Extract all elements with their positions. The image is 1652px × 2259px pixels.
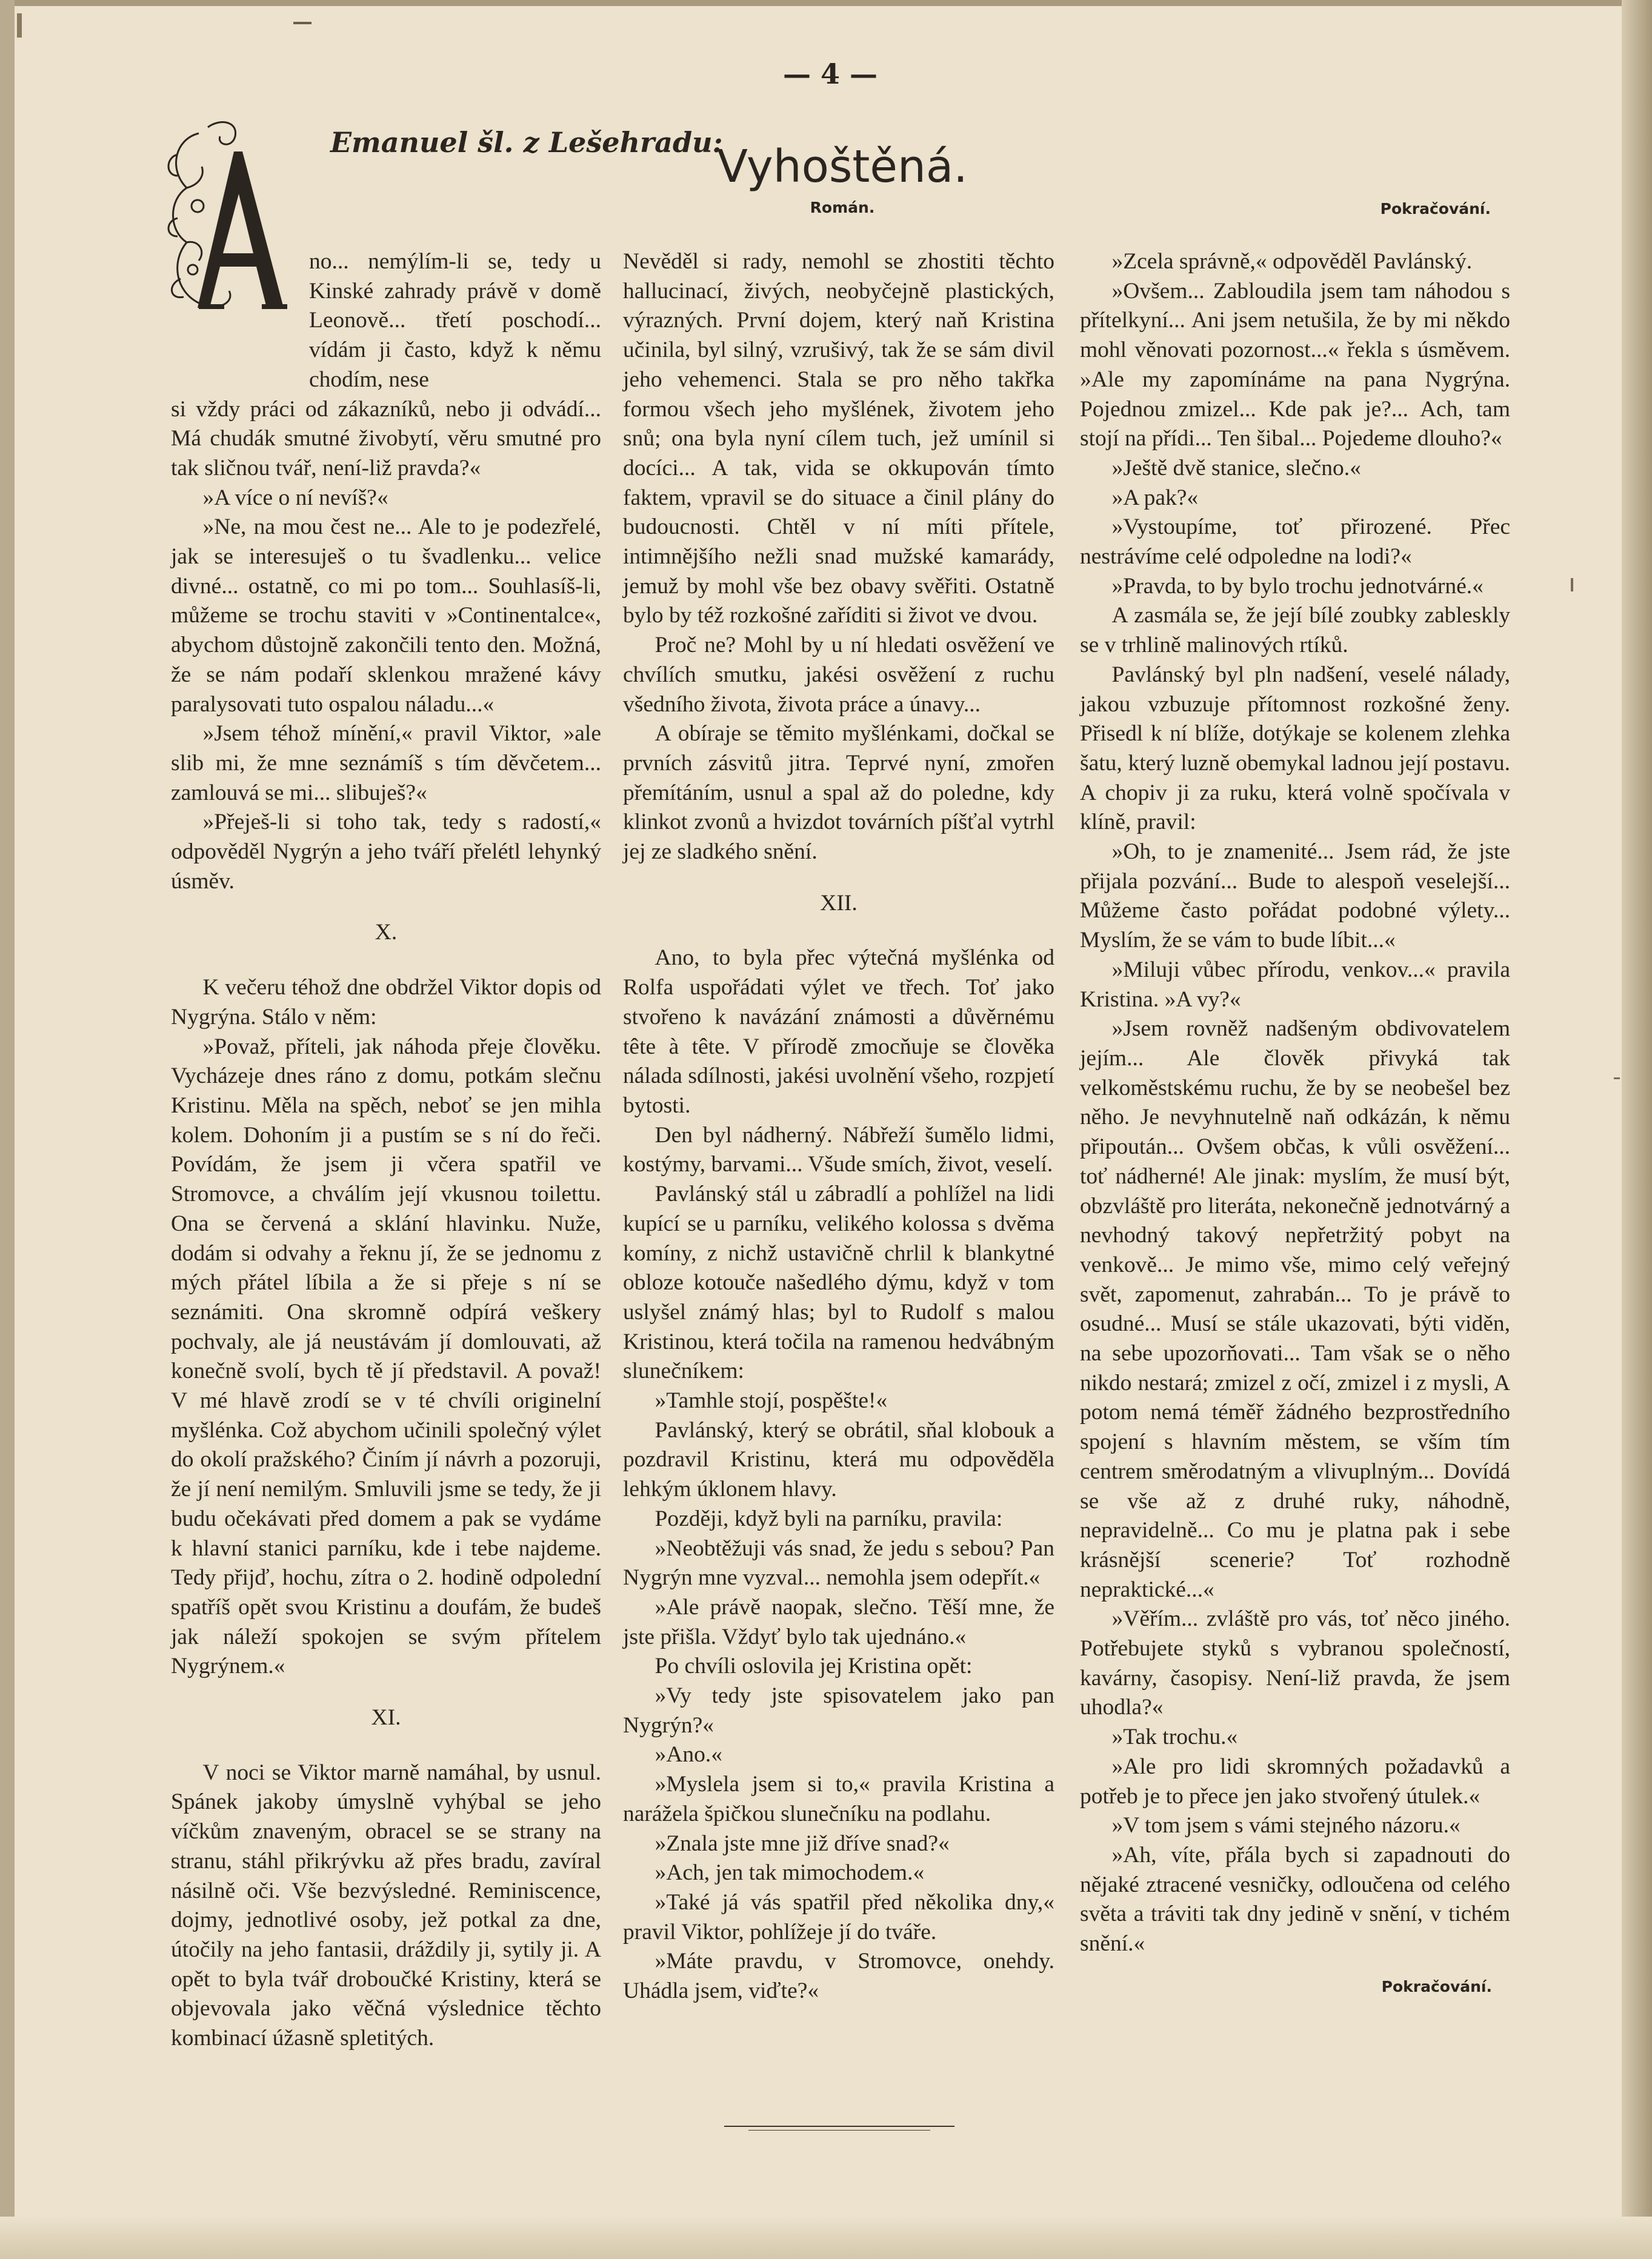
paragraph: »V tom jsem s vámi stejného názoru.«: [1111, 1813, 1460, 1838]
paragraph: K večeru téhož dne obdržel Viktor dopis od Nygrýna. Stálo v něm:: [171, 975, 601, 1030]
page-right-edge: [1622, 0, 1652, 2259]
paragraph: »A více o ní nevíš?«: [202, 485, 388, 510]
paragraph: »Ach, jen tak mimochodem.«: [654, 1860, 925, 1886]
column-2: [623, 247, 1054, 2006]
paragraph: »Tak trochu.«: [1111, 1725, 1238, 1750]
paragraph: »Přeješ-li si toho tak, tedy s radostí,« odpověděl Nygrýn a jeho tváří přelétl lehynký úsměv.: [171, 810, 601, 894]
paragraph: »Také já vás spatřil před několika dny,« pravil Viktor, pohlížeje jí do tváře.: [623, 1889, 1054, 1945]
article-title: Vyhoštěná.: [717, 141, 968, 193]
paragraph: Pavlánský byl pln nadšení, veselé nálady, jakou vzbuzuje přítomnost rozkošné ženy. Přisedl k ní blíže, dotýkaje se kolenem zlehka šatu, který luzně obemykal ladnou její postavu. A chopiv ji za ruku, která volně spočívala v klíně, pravil:: [1080, 662, 1510, 835]
paragraph: A obíraje se těmito myšlénkami, dočkal se prvních zásvitů jitra. Teprvé nyní, zmořen přemítáním, usnul a spal až do poledne, kdy klinkot zvonů a hvizdot továrních píšťal vytrhl jej ze sladkého snění.: [623, 721, 1054, 865]
paragraph: »Ale pro lidi skromných požadavků a potřeb je to přece jen jako stvořený útulek.«: [1080, 1754, 1510, 1809]
column-1: [171, 247, 601, 2054]
chapter-number: X.: [375, 920, 398, 945]
paragraph: Nevěděl si rady, nemohl se zhostiti těchto hallucinací, živých, neobyčejně plastických, výrazných. První dojem, který naň Kristina učinila, byl silný, vzrušivý, tak že se sám divil jeho vehemenci. Stala se pro něho takřka formou všech jeho myšlének, životem jeho snů; ona byla nyní cílem tuch, jež umínil si docíci... A tak, vida se okkupován tímto faktem, vpravil se do situace a činil plány do budoucnosti. Chtěl v ní míti přítele, intimnějšího nežli snad mužské kamarády, jemuž by mohl vše bez obavy svěřiti. Ostatně bylo by též rozkošné zaříditi si život ve dvou.: [623, 249, 1054, 628]
paragraph: »Vystoupíme, toť přirozené. Přec nestrávíme celé odpoledne na lodi?«: [1080, 514, 1510, 570]
paragraph: Později, když byli na parníku, pravila:: [654, 1506, 1003, 1531]
paragraph: Den byl nádherný. Nábřeží šumělo lidmi, kostýmy, barvami... Všude smích, život, veselí.: [623, 1122, 1054, 1177]
paragraph: »Myslela jsem si to,« pravila Kristina a narážela špičkou slunečníku na podlahu.: [623, 1772, 1054, 1826]
chapter-number: XII.: [820, 890, 858, 916]
page-top-edge: [0, 0, 1652, 6]
paragraph: »Oh, to je znamenité... Jsem rád, že jste přijala pozvání... Bude to alespoň veselejší... Můžeme často pořádat podobné výlety... Myslím, že se vám to bude líbit...«: [1080, 839, 1510, 953]
initial-letter: A: [162, 115, 163, 116]
end-rule: [724, 2126, 954, 2128]
page-bottom-edge: [0, 2217, 1652, 2259]
paragraph: »Ovšem... Zabloudila jsem tam náhodou s přítelkyní... Ani jsem netušila, že by mi někdo mohl věnovati pozornost...« řekla s úsměvem. »Ale my zapomínáme na pana Nygrýna. Pojednou zmizel... Kde pak je?... Ach, tam stojí na přídi... Ten šibal... Pojedeme dlouho?«: [1080, 278, 1510, 451]
paragraph: »Pravda, to by bylo trochu jednotvárné.«: [1111, 573, 1484, 599]
page-number: — 4 —: [782, 58, 878, 90]
paragraph: Proč ne? Mohl by u ní hledati osvěžení ve chvílích smutku, jakési osvěžení z ruchu všedního života, života práce a únavy...: [623, 633, 1054, 717]
paragraph: Pavlánský stál u zábradlí a pohlížel na lidi kupící se u parníku, velikého kolossa s dvěma komíny, z nichž ustavičně chrlil k blankytné obloze kotouče našedlého dýmu, když v tom uslyšel známý hlas; byl to Rudolf s malou Kristinou, která točila na ramenou hedvábným slunečníkem:: [623, 1182, 1054, 1384]
paragraph: »Považ, příteli, jak náhoda přeje člověku. Vycházeje dnes ráno z domu, potkám slečnu Kristinu. Měla na spěch, neboť se jen mihla kolem. Dohoním ji a pustím se s ní do řeči. Povídám, že jsem ji včera spatřil ve Stromovce, a chválím její vkusnou toilettu. Ona se červená a sklání hlavinku. Nuže, dodám si odvahy a řeknu jí, že se jednomu z mých přátel líbila a že si přeje s ní se seznámiti. Ona skromně odpírá veškery pochvaly, ale já neustávám jí domlouvati, až konečně svolí, bych tě jí představil. A považ! V mé hlavě zrodí se v té chvíli originelní myšlénka. Což abychom učinili společný výlet do okolí pražského? Činím jí návrh a pozoruji, že jí není nemilým. Smluvili jsme se tedy, že ji budu očekávati před domem a pak se vydáme k hlavní stanici parníku, kde i tebe najdeme. Tedy přijď, hochu, zítra o 2. hodině odpolední spatříš opět svou Kristinu a doufám, že budeš jak náleží spokojen se svým přítelem Nygrýnem.«: [171, 1034, 601, 1679]
paragraph: V noci se Viktor marně namáhal, by usnul. Spánek jakoby úmyslně vyhýbal se jeho víčkům znaveným, obracel se se strany na stranu, stáhl přikrývku až přes bradu, zavíral násilně oči. Vše bezvýsledné. Reminiscence, dojmy, jednotlivé osoby, jež potkal za dne, útočily na jeho fantasii, dráždily ji, sytily ji. A opět to byla tvář droboučké Kristiny, která se objevovala jako věčná výslednice těchto kombinací úžasně spletitých.: [171, 1760, 601, 2051]
paragraph: »Vy tedy jste spisovatelem jako pan Nygrýn?«: [623, 1683, 1054, 1738]
column-3: [1080, 247, 1510, 2001]
paragraph: »Věřím... zvláště pro vás, toť něco jiného. Potřebujete styků s vybranou společností, kavárny, časopisy. Není-liž pravda, že jsem uhodla?«: [1080, 1606, 1510, 1720]
paragraph: »Jsem rovněž nadšeným obdivovatelem jejím... Ale člověk přivyká tak velkoměstskému ruchu, že by se neobešel bez něho. Je nevyhnutelně naň odkázán, k němu připoután... Ovšem občas, k vůli osvěžení... toť nádherné! Ale jinak: myslím, že musí být, obzvláště pro literáta, nekonečně jednotvárný a nevhodný takový nepřetržitý pobyt na venkově... Je mimo vše, mimo celý veřejný svět, zapomenut, zahrabán... To je právě to osudné... Musí se stále ukazovati, býti viděn, na sebe upozorňovati... Tam však se o něho nikdo nestará; zmizel z očí, zmizel i z mysli, A potom nemá téměř žádného bezprostředního spojení s hlavním městem, se vším tím centrem směrodatným a vlivuplným... Dovídá se vše až z druhé ruky, náhodně, nepravidelně... Co mu je platna pak i sebe krásnější scenerie? Toť rozhodně nepraktické...«: [1080, 1016, 1510, 1602]
paragraph: »Ne, na mou čest ne... Ale to je podezřelé, jak se interesuješ o tu švadlenku... velice divné... ostatně, co mi po tom... Souhlasíš-li, můžeme se trochu staviti v »Continentalce«, abychom důstojně zakončili tento den. Možná, že se nám podaří sklenkou mražené kávy paralysovati tuto ospalou náladu...«: [171, 514, 601, 717]
paragraph: »Ještě dvě stanice, slečno.«: [1111, 455, 1361, 481]
paragraph: si vždy práci od zákazníků, nebo ji odvádí... Má chudák smutné živobytí, věru smutné pro tak sličnou tvář, není-liž pravda?«: [171, 396, 601, 481]
paragraph: »Ale právě naopak, slečno. Těší mne, že jste přišla. Vždyť bylo tak ujednáno.«: [623, 1594, 1054, 1649]
continued-note: Pokračování.: [1381, 1977, 1492, 1995]
paragraph: »Ano.«: [654, 1742, 722, 1768]
paragraph: no... nemýlím-li se, tedy u Kinské zahrady právě v domě Leonově... třetí poschodí... vídám ji často, když k němu chodím, nese: [309, 249, 601, 392]
paragraph: »Miluji vůbec přírodu, venkov...« pravila Kristina. »A vy?«: [1080, 957, 1510, 1012]
paragraph: Po chvíli oslovila jej Kristina opět:: [654, 1654, 973, 1679]
chapter-number: XI.: [371, 1705, 401, 1731]
paragraph: »Neobtěžuji vás snad, že jedu s sebou? Pan Nygrýn mne vyzval... nemohla jsem odepřít.«: [623, 1535, 1054, 1591]
paragraph: Ano, to byla přec výtečná myšlénka od Rolfa uspořádati výlet ve třech. Toť jako stvořeno k navázání známosti a důvěrnému tête à tête. V přírodě zmocňuje se člověka nálada sdílnosti, jakési uvolnění všeho, rozpjetí bytosti.: [623, 945, 1054, 1118]
paragraph: A zasmála se, že její bílé zoubky zableskly se v trhlině malinových rtíků.: [1080, 603, 1510, 658]
author-name: Emanuel šl. z Lešehradu:: [330, 126, 723, 159]
paragraph: »Znala jste mne již dříve snad?«: [654, 1831, 950, 1856]
paragraph: »Máte pravdu, v Stromovce, onehdy. Uhádla jsem, viďte?«: [623, 1949, 1054, 2004]
paragraph: Pavlánský, který se obrátil, sňal klobouk a pozdravil Kristinu, která mu odpověděla lehkým úklonem hlavy.: [623, 1417, 1054, 1502]
paragraph: »A pak?«: [1111, 485, 1199, 510]
paragraph: »Zcela správně,« odpověděl Pavlánský.: [1111, 249, 1473, 274]
genre-label: Román.: [810, 199, 875, 216]
paragraph: »Jsem téhož mínění,« pravil Viktor, »ale slib mi, že mne seznámíš s tím děvčetem... zamlouvá se mi... slibuješ?«: [171, 721, 601, 805]
paragraph: »Ah, víte, přála bych si zapadnouti do nějaké ztracené vesničky, odloučena od celého světa a tráviti tak dny jedině v snění, v tichém snění.«: [1080, 1842, 1510, 1957]
page-left-edge: [0, 0, 15, 2259]
paragraph: »Tamhle stojí, pospěšte!«: [654, 1388, 888, 1414]
continued-label: Pokračování.: [1380, 200, 1491, 218]
